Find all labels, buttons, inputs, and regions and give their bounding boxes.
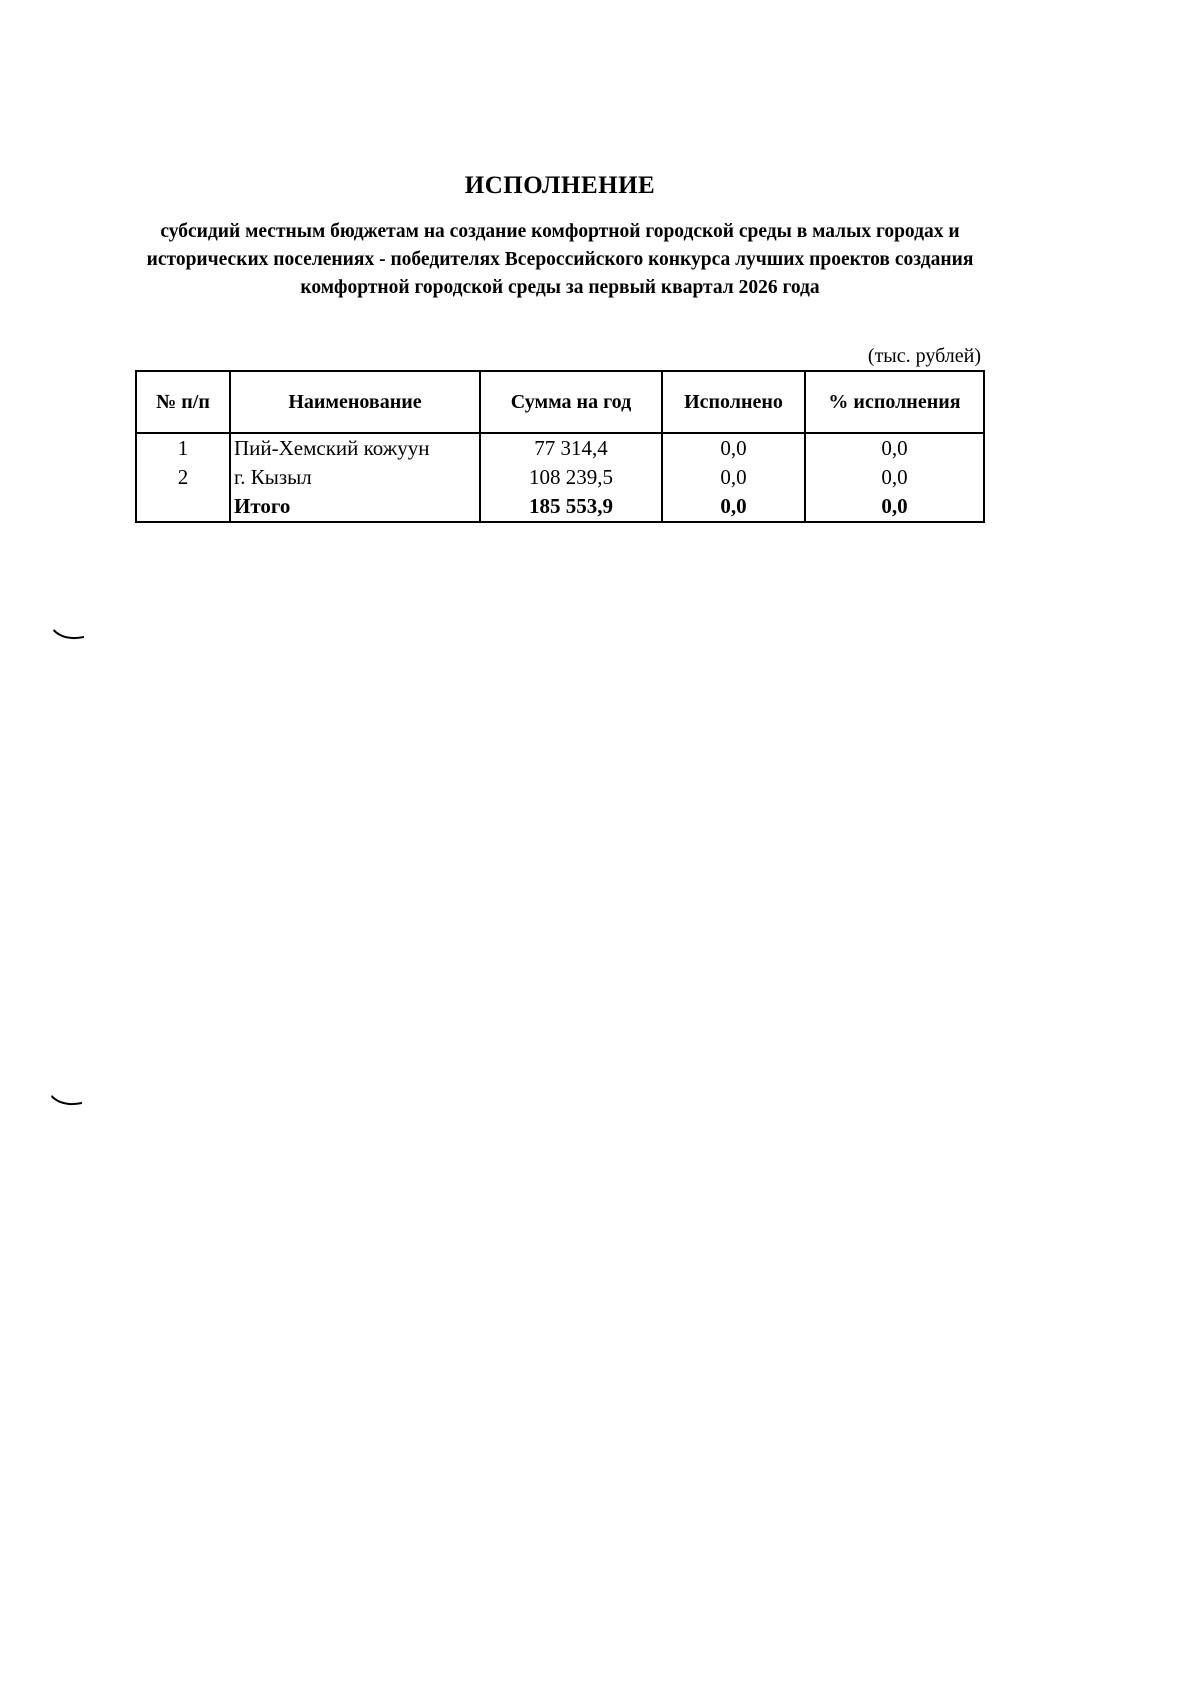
header-name: Наименование — [230, 371, 480, 433]
cell-execution-percent: 0,0 — [805, 463, 984, 492]
cell-executed: 0,0 — [662, 463, 805, 492]
cell-total-label: Итого — [230, 492, 480, 522]
execution-table — [135, 370, 985, 523]
cell-number: 1 — [136, 433, 230, 463]
cell-total-executed: 0,0 — [662, 492, 805, 522]
cell-execution-percent: 0,0 — [805, 433, 984, 463]
table-row — [136, 433, 984, 463]
unit-note: (тыс. рублей) — [867, 345, 981, 367]
cell-name: Пий-Хемский кожуун — [230, 433, 480, 463]
cell-annual-sum: 108 239,5 — [480, 463, 662, 492]
header-executed: Исполнено — [662, 371, 805, 433]
cell-number: 2 — [136, 463, 230, 492]
cell-executed: 0,0 — [662, 433, 805, 463]
table-header-row — [136, 371, 984, 433]
header-execution-percent: % исполнения — [805, 371, 984, 433]
total-row — [136, 492, 984, 522]
document-title: ИСПОЛНЕНИЕ — [464, 172, 656, 199]
scan-hole-punch-mark — [50, 1092, 84, 1108]
table-row — [136, 463, 984, 492]
cell-total-annual-sum: 185 553,9 — [480, 492, 662, 522]
cell-annual-sum: 77 314,4 — [480, 433, 662, 463]
cell-name: г. Кызыл — [230, 463, 480, 492]
cell-number — [136, 492, 230, 522]
document-subtitle: субсидий местным бюджетам на создание комфортной городской среды в малых городах и исторических поселениях - победителях Всероссийского конкурса лучших проектов создания комфортной городской среды за первый квартал 2026 года — [146, 221, 974, 298]
header-annual-sum: Сумма на год — [480, 371, 662, 433]
scan-hole-punch-mark — [52, 626, 86, 642]
header-number: № п/п — [136, 371, 230, 433]
cell-total-execution-percent: 0,0 — [805, 492, 984, 522]
